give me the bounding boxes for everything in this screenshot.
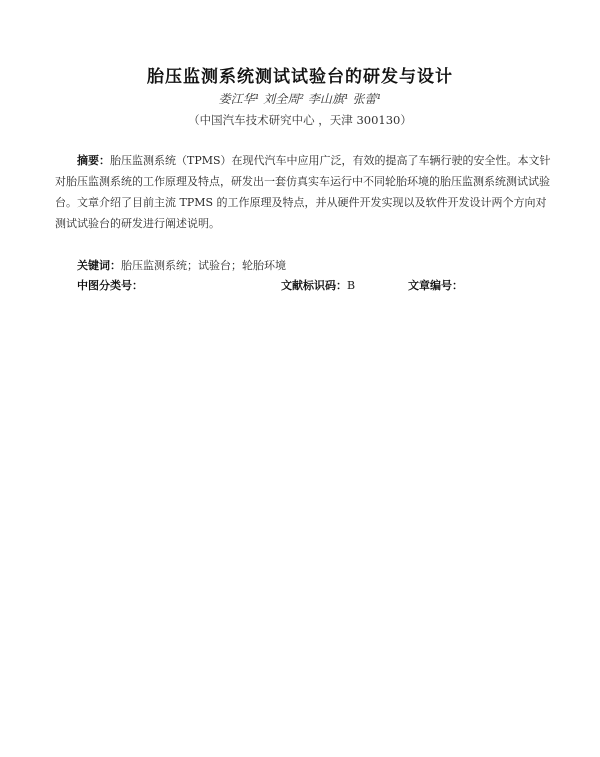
- paper-affiliation: （中国汽车技术研究中心 ，天津 300130）: [188, 113, 412, 127]
- doc-code-label: 文献标识码：: [281, 279, 347, 292]
- keywords-text: 胎压监测系统；试验台；轮胎环境: [121, 259, 286, 272]
- article-no-label: 文章编号：: [408, 279, 463, 292]
- clc-label: 中图分类号：: [77, 279, 143, 292]
- abstract-text: 胎压监测系统（TPMS）在现代汽车中应用广泛，有效的提高了车辆行驶的安全性。本文针对胎压监测系统的工作原理及特点，研发出一套仿真实车运行中不同轮胎环境的胎压监测系统测试试验台。文章介绍了目前主流 TPMS 的工作原理及特点，并从硬件开发实现以及软件开发设计两个方向对测试试验台的研发进行阐述说明。: [55, 154, 551, 230]
- classification-row: [77, 277, 557, 295]
- keywords-block: [77, 257, 557, 273]
- doc-code-value: B: [347, 279, 356, 292]
- keywords-label: 关键词：: [77, 259, 121, 272]
- paper-title: 胎压监测系统测试试验台的研发与设计: [147, 67, 453, 87]
- doc-code: [281, 277, 355, 293]
- abstract-block: [55, 150, 555, 234]
- paper-authors: 娄江华¹ 刘全周² 李山旗¹ 张蕾¹: [218, 92, 382, 106]
- abstract-label: 摘要：: [77, 154, 110, 167]
